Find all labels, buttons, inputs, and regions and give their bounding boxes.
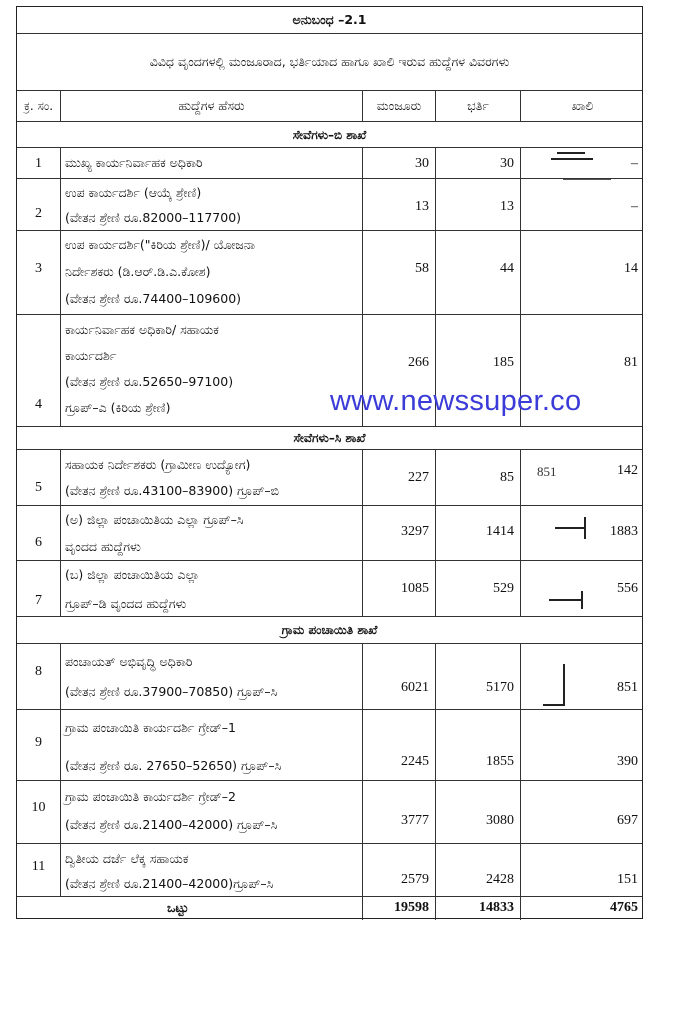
sanctioned-count: 58 <box>415 261 429 276</box>
total-filled: 14833 <box>479 900 514 915</box>
header-row <box>17 91 642 122</box>
annex-title: ಅನುಬಂಧ –2.1 <box>292 12 367 27</box>
vacant-count: 1883 <box>610 524 638 539</box>
section-header-c <box>17 427 642 450</box>
post-name-line: (ವೇತನ ಶ್ರೇಣಿ ರೂ. 27650–52650) ಗ್ರೂಪ್–ಸಿ <box>65 758 282 773</box>
post-name-line: (ವೇತನ ಶ್ರೇಣಿ ರೂ.82000–117700) <box>65 210 242 225</box>
serial-number: 5 <box>35 480 42 495</box>
post-name-line: ಗ್ರಾಮ ಪಂಚಾಯಿತಿ ಕಾರ್ಯದರ್ಶಿ ಗ್ರೇಡ್–2 <box>65 789 236 804</box>
header-sanctioned: ಮಂಜೂರು <box>376 98 422 113</box>
post-name-line: (ವೇತನ ಶ್ರೇಣಿ ರೂ.21400–42000) ಗ್ರೂಪ್–ಸಿ <box>65 817 278 832</box>
header-filled: ಭರ್ತಿ <box>467 98 489 113</box>
post-name-line: (ವೇತನ ಶ್ರೇಣಿ ರೂ.37900–70850) ಗ್ರೂಪ್–ಸಿ <box>65 684 278 699</box>
header-sno: ಕ್ರ. ಸಂ. <box>23 99 54 113</box>
sanctioned-count: 30 <box>415 156 429 171</box>
table-row <box>17 231 642 315</box>
sanctioned-count: 3777 <box>401 813 429 828</box>
post-name-line: ಮುಖ್ಯ ಕಾರ್ಯನಿರ್ವಾಹಕ ಅಧಿಕಾರಿ <box>65 155 203 170</box>
watermark-text: www.newssuper.co <box>330 385 582 417</box>
filled-count: 1855 <box>486 754 514 769</box>
filled-count: 3080 <box>486 813 514 828</box>
vacant-count: – <box>631 156 638 171</box>
filled-count: 5170 <box>486 680 514 695</box>
post-name-line: ಸಹಾಯಕ ನಿರ್ದೇಶಕರು (ಗ್ರಾಮೀಣ ಉದ್ಯೋಗ) <box>65 457 251 472</box>
total-row <box>17 897 642 920</box>
filled-count: 529 <box>493 581 514 596</box>
total-sanctioned: 19598 <box>394 900 429 915</box>
table-title: ವಿವಿಧ ವೃಂದಗಳಲ್ಲಿ ಮಂಜೂರಾದ, ಭರ್ತಿಯಾದ ಹಾಗೂ ಖಾಲಿ ಇರುವ ಹುದ್ದೆಗಳ ವಿವರಗಳು <box>149 54 510 69</box>
filled-count: 2428 <box>486 872 514 887</box>
post-name-line: (ವೇತನ ಶ್ರೇಣಿ ರೂ.52650–97100) <box>65 374 234 389</box>
section-header-b <box>17 122 642 148</box>
serial-number: 2 <box>35 206 42 221</box>
vacant-count: 14 <box>624 261 638 276</box>
filled-count: 185 <box>493 355 514 370</box>
post-name-line: ಗ್ರೂಪ್–ಎ (ಕಿರಿಯ ಶ್ರೇಣಿ) <box>65 400 171 415</box>
vacant-count: 851 <box>617 680 638 695</box>
post-name-line: ನಿರ್ದೇಶಕರು (ಡಿ.ಆರ್.ಡಿ.ಎ.ಕೋಶ) <box>65 264 211 279</box>
post-name-line: ಪಂಚಾಯತ್ ಅಭಿವೃದ್ಧಿ ಅಧಿಕಾರಿ <box>65 654 193 669</box>
sanctioned-count: 266 <box>408 355 429 370</box>
post-name-line: (ಬ) ಜಿಲ್ಲಾ ಪಂಚಾಯಿತಿಯ ಎಲ್ಲಾ <box>65 567 200 582</box>
filled-count: 13 <box>500 199 514 214</box>
post-name-line: ವೃಂದದ ಹುದ್ದೆಗಳು <box>65 539 141 554</box>
total-label: ಒಟ್ಟು <box>167 900 189 915</box>
filled-count: 30 <box>500 156 514 171</box>
post-name-line: (ವೇತನ ಶ್ರೇಣಿ ರೂ.43100–83900) ಗ್ರೂಪ್–ಬಿ <box>65 483 280 498</box>
filled-count: 85 <box>500 470 514 485</box>
section-gp-label: ಗ್ರಾಮ ಪಂಚಾಯಿತಿ ಶಾಖೆ <box>281 623 378 637</box>
table-row <box>17 844 642 897</box>
vacant-count: 151 <box>617 872 638 887</box>
annex-title-row <box>17 7 642 34</box>
table-row <box>17 644 642 710</box>
post-name-line: ಗ್ರಾಮ ಪಂಚಾಯಿತಿ ಕಾರ್ಯದರ್ಶಿ ಗ್ರೇಡ್–1 <box>65 720 236 735</box>
table-row <box>17 710 642 781</box>
table-row <box>17 148 642 179</box>
sanctioned-count: 13 <box>415 199 429 214</box>
serial-number: 3 <box>35 261 42 276</box>
serial-number: 9 <box>35 735 42 750</box>
post-name-line: (ಅ) ಜಿಲ್ಲಾ ಪಂಚಾಯಿತಿಯ ಎಲ್ಲಾ ಗ್ರೂಪ್–ಸಿ <box>65 512 244 527</box>
header-vacant: ಖಾಲಿ <box>571 98 594 113</box>
post-name-line: ಉಪ ಕಾರ್ಯದರ್ಶಿ (ಆಯ್ಕೆ ಶ್ರೇಣಿ) <box>65 185 202 200</box>
serial-number: 1 <box>35 156 42 171</box>
serial-number: 10 <box>31 800 46 815</box>
vacant-count: – <box>631 199 638 214</box>
sanctioned-count: 227 <box>408 470 429 485</box>
sanctioned-count: 3297 <box>401 524 429 539</box>
post-name-line: ಕಾರ್ಯನಿರ್ವಾಹಕ ಅಧಿಕಾರಿ/ ಸಹಾಯಕ <box>65 322 219 337</box>
table-row <box>17 179 642 231</box>
vacant-count: 390 <box>617 754 638 769</box>
post-name-line: (ವೇತನ ಶ್ರೇಣಿ ರೂ.21400–42000)ಗ್ರೂಪ್–ಸಿ <box>65 876 274 891</box>
vacant-count: 697 <box>617 813 638 828</box>
post-name-line: ಕಾರ್ಯದರ್ಶಿ <box>65 348 117 363</box>
sanctioned-count: 2245 <box>401 754 429 769</box>
filled-count: 1414 <box>486 524 514 539</box>
serial-number: 11 <box>31 859 46 874</box>
serial-number: 8 <box>35 664 42 679</box>
vacancy-table <box>16 6 643 919</box>
post-name-line: ಉಪ ಕಾರ್ಯದರ್ಶಿ("ಕಿರಿಯ ಶ್ರೇಣಿ)/ ಯೋಜನಾ <box>65 237 256 252</box>
handwritten-note: 851 <box>537 464 557 479</box>
header-post: ಹುದ್ದೆಗಳ ಹೆಸರು <box>178 98 245 113</box>
post-name-line: (ವೇತನ ಶ್ರೇಣಿ ರೂ.74400–109600) <box>65 291 242 306</box>
table-row <box>17 506 642 561</box>
post-name-line: ಗ್ರೂಪ್–ಡಿ ವೃಂದದ ಹುದ್ದೆಗಳು <box>65 596 187 611</box>
total-vacant: 4765 <box>610 900 638 915</box>
sanctioned-count: 1085 <box>401 581 429 596</box>
vacant-count: 556 <box>617 581 638 596</box>
sanctioned-count: 2579 <box>401 872 429 887</box>
serial-number: 6 <box>35 535 42 550</box>
serial-number: 7 <box>35 593 42 608</box>
post-name-line: ದ್ವಿತೀಯ ದರ್ಜೆ ಲೆಕ್ಕ ಸಹಾಯಕ <box>65 851 189 866</box>
section-c-label: ಸೇವೆಗಳು–ಸಿ ಶಾಖೆ <box>293 431 366 445</box>
filled-count: 44 <box>500 261 514 276</box>
section-b-label: ಸೇವೆಗಳು–ಬಿ ಶಾಖೆ <box>292 127 367 142</box>
table-row <box>17 561 642 617</box>
vacant-count: 142 <box>617 463 638 478</box>
sanctioned-count: 6021 <box>401 680 429 695</box>
table-row <box>17 781 642 844</box>
serial-number: 4 <box>35 397 42 412</box>
table-title-row <box>17 34 642 91</box>
vacant-count: 81 <box>624 355 638 370</box>
section-header-gp <box>17 617 642 644</box>
